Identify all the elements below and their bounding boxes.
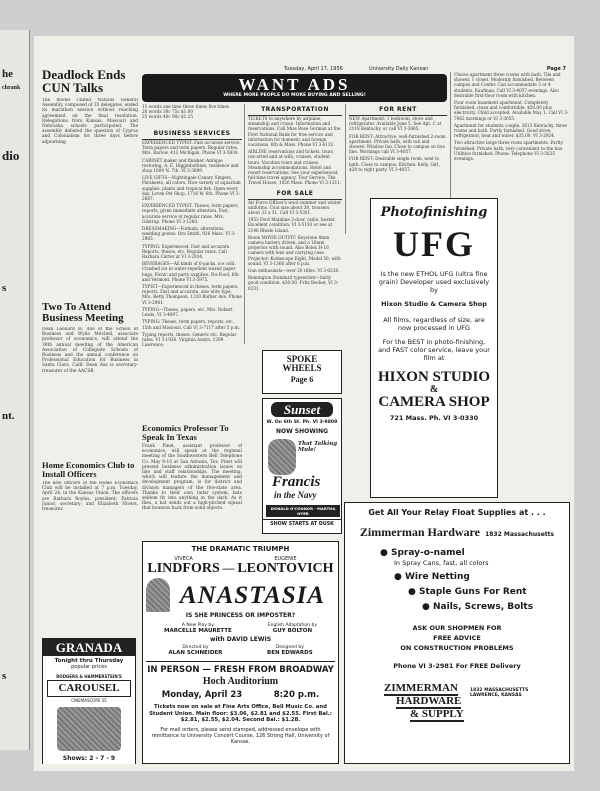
- advice-line-2: FREE ADVICE: [433, 634, 481, 642]
- story-home-economics: The new officers of the Home Economics Club will be installed at 7 p.m. Tuesday, April 24, in the Kansas Union. The officers are Barbara Boyles, president; Patricia Junior, secretary; and Elizabeth Nivers, treasurer.: [42, 481, 138, 513]
- carousel-illustration: [57, 707, 121, 751]
- zimmerman-address: 1832 Massachusetts: [485, 531, 555, 538]
- rate-cell: 30c: [162, 109, 171, 115]
- advice-line-3: ON CONSTRUCTION PROBLEMS: [400, 644, 514, 652]
- mule-illustration: [268, 439, 296, 475]
- anastasia-stars: [146, 556, 335, 576]
- crown-illustration: [146, 578, 170, 612]
- business-services-column: [142, 128, 242, 418]
- sunset-start-time: SHOW STARTS AT DUSK: [263, 519, 341, 527]
- stars-separator: —: [222, 561, 235, 575]
- logo-line-1: ZIMMERMAN: [384, 682, 458, 694]
- prev-fragment: s: [2, 670, 7, 682]
- classified-ad: EXPERIENCED TYPIST. Fast accurate service. Term papers and term papers. Regular rates. Mrs. Barlow, 413 Michigan. Phone VI 3-5834.: [142, 140, 241, 156]
- performance-time: 8:20 p.m.: [273, 690, 320, 700]
- francis-poster: [266, 437, 338, 517]
- hixon-ampersand: &: [429, 384, 439, 395]
- ticket-info: Tickets now on sale at Fine Arts Office, Bell Music Co. and Student Union. Main floor: $3.06, $2.81 and $2.55. First Bal.: $2.81, $2.55, $2.04. Second Bal.: $1.28.: [149, 704, 332, 723]
- granada-dates: Tonight thru Thursday: [54, 658, 124, 664]
- zimmerman-logo: [350, 682, 564, 726]
- story-business-meeting: Dean Leonard H. Axe of the School of Business and Wylie Mitchell, associate professor of economics, will attend the 38th annual meeting of the American Association of Collegiate Schools of Business and the annual conference on Professional Education for Business in Santa Clara, Calif. Dean Axe is secretary-treasurer of the AACSB.: [42, 327, 138, 374]
- rate-cell: 15 words: [142, 104, 162, 109]
- classified-ad: Gun enthusiasts—over 20 rifles. VI 3-0238.: [248, 268, 340, 274]
- zimmerman-hardware-ad: [344, 502, 570, 764]
- granada-prices: popular prices: [71, 664, 107, 670]
- francis-tagline: That Talking Mule!: [298, 441, 338, 453]
- zimmerman-item: ● Spray-o-namel: [380, 548, 465, 558]
- classified-ad: CABINET maker and finisher. Antique restoring. A. E. Higginbotham, residence and shop 1009 N. 7th. VI 3-3089.: [142, 157, 239, 174]
- credit-with: with: [209, 636, 225, 643]
- section-title-transportation: TRANSPORTATION: [248, 104, 342, 116]
- credits-row-1: [146, 623, 335, 634]
- newspaper-page: [34, 36, 574, 771]
- classified-ad: Four room basement apartment. Completely furnished, clean and comfortable. $50.00 plus electricity. Child accepted. Available May 1. Call VI 3-7062 mornings or VI 3-3055.: [454, 100, 569, 121]
- want-ads-banner: [142, 74, 447, 102]
- anastasia-title: ANASTASIA: [179, 581, 326, 609]
- classified-ad: Remington Standard typewriter—fairly good condition. $30.00. Fritz Becker, VI 3-0231.: [248, 275, 339, 291]
- classified-ad: TYPING: Theses, term papers, reports, etc. 15th and Missouri. Call VI 3-7117 after 5 p.m.: [142, 319, 241, 330]
- ufg-photofinishing-ad: [370, 198, 498, 498]
- credit-designer: BEN EDWARDS: [267, 650, 313, 656]
- want-ads-title: WANT ADS: [238, 75, 351, 94]
- classified-ad: Typing reports, theses. Generic etc. Regular rates. VI 3-1926. Virginia Ansyn, 1309 Lawrence.: [142, 331, 237, 348]
- credit-label: Designed by: [275, 645, 304, 650]
- granada-ad: [42, 638, 136, 764]
- logo-line-3: & SUPPLY: [410, 708, 464, 720]
- want-ads-tagline: WHERE MORE PEOPLE DO MORE BUYING AND SELLING!: [223, 93, 366, 98]
- transportation-column: [244, 104, 342, 344]
- header-page: Page 7: [546, 66, 566, 72]
- headline-deadlock: Deadlock Ends CUN Talks: [42, 67, 126, 95]
- francis-stars: DONALD O'CONNOR · MARTHA HYER: [266, 505, 340, 517]
- credit-adapter: GUY BOLTON: [272, 628, 313, 634]
- prev-fragment: dio: [2, 148, 20, 163]
- logo-line-2: HARDWARE: [396, 695, 462, 707]
- sunset-theater-ad: [262, 398, 342, 534]
- zimmerman-top-line: Get All Your Relay Float Supplies at . . .: [368, 508, 546, 517]
- ufg-big-title: UFG: [393, 224, 475, 264]
- classified-ad: NEW Apartment: 1 bedroom, stove and refrigerator. Available June 5. See Apt. C at 2118 Kentucky, or call VI 3-3865.: [349, 116, 442, 132]
- anastasia-subtitle: IS SHE PRINCESS OR IMPOSTER?: [185, 612, 296, 619]
- granada-format: CINEMASCOPE 55: [71, 698, 107, 703]
- classified-ad: EXPERIENCED TYPIST. Theses, term papers, reports, given immediate attention. Fast, accurate service at regular rates. Mrs. Gilstrap. Phone VI 3-1260.: [142, 203, 239, 224]
- item-label: Wire Netting: [405, 572, 470, 582]
- hixon-name-1: HIXON STUDIO: [377, 369, 491, 385]
- star1-last: LINDFORS: [147, 561, 220, 576]
- credit-director: ALAN SCHNEIDER: [168, 650, 223, 656]
- ufg-paragraph-2: Hixon Studio & Camera Shop: [381, 300, 487, 308]
- ufg-paragraph-3: All films, regardless of size, are now processed in UFG: [383, 316, 485, 332]
- classified-ad: Choice apartment three rooms with bath. Tile and shower, 1 closet. Modernly furnished. Between campus and Confer. Can accommodate 3 or 4 students. Kaufman, Call VI 3-4057 evenings. Also desirable first-floor room with kitchen.: [454, 72, 561, 98]
- star2-first: EUGENIE: [274, 556, 297, 562]
- ufg-paragraph-1: Is the new ETHOL UFG (ultra fine grain) Developer used exclusively by: [378, 270, 490, 294]
- item-label: Nails, Screws, Bolts: [433, 602, 534, 612]
- zimmerman-item-detail: In Spray Cans, fast, all colors: [394, 559, 489, 567]
- classified-ad: Apartment for students couple, 2613 Kentucky, three rooms and bath. Partly furnished. Good stove, refrigerator, heat and water. $35.00. VI 3-2924.: [454, 122, 567, 139]
- credit-label: English Adaptation by: [267, 623, 318, 628]
- headline-home-economics: Home Economics Club to Install Officers: [42, 460, 135, 479]
- story-deadlock: The model United Nations General Assembly, composed of 35 delegates, ended its marathon session without reaching agreement on the final resolution. Delegations from Kansas, Missouri and Nebraska schools participated. The assembly debated the question of Cyprus and Colonialism for three days before adjourning.: [42, 98, 138, 145]
- credit-label: A New Play by: [181, 623, 214, 628]
- rate-cell: $1.25: [181, 114, 194, 120]
- zimmerman-item: ● Staple Guns For Rent: [408, 587, 527, 597]
- credit-label: Directed by: [182, 645, 209, 650]
- performance-date: Monday, April 23: [161, 690, 243, 700]
- credit-author: MARCELLE MAURETTE: [163, 628, 232, 634]
- delivery-phone: Phone VI 3-2981 For FREE Delivery: [393, 662, 521, 670]
- date-time-row: [146, 690, 335, 700]
- classified-ad: Air Force Officer's wool summer and winter uniforms. Coat size about 38, trousers about 32 x 31. Call VI 3-5301.: [248, 199, 342, 216]
- anastasia-title-row: [146, 578, 335, 612]
- prev-fragment: s: [2, 282, 7, 294]
- rate-cell: 90c: [171, 114, 180, 120]
- venue: Hoch Auditorium: [202, 676, 279, 687]
- advice-line-1: ASK OUR SHOPMEN FOR: [412, 624, 502, 632]
- economics-story: [142, 424, 242, 536]
- rate-cell: three times: [182, 104, 208, 109]
- classified-ad: LIVE GIFTS—Nightingale Canary Singers, Parakeets, all colors. Nice variety of aquarium supplies, plants and tropical fish. Open every day. Loven Pet Shop, 1716 W. 6th. Phone VI 3-2887.: [142, 175, 241, 202]
- headline-economics: Economics Professor To Speak In Texas: [142, 424, 229, 442]
- rate-cell: 75c: [171, 109, 180, 115]
- classified-ad: FOR RENT: Attractive, well-furnished 2-room apartment. Private bath, with tub and shower. Window fan. Close to campus on bus line. Mornings call VI 3-4057.: [349, 133, 446, 155]
- rate-cell: five times: [208, 104, 230, 109]
- rate-table: [142, 104, 242, 126]
- francis-subtitle: in the Navy: [274, 490, 317, 500]
- rate-cell: 20 words: [142, 109, 162, 115]
- hixon-name-2: CAMERA SHOP: [378, 394, 490, 410]
- classified-ad: TYPIST—Experienced in theses, term papers, reports. Fast and accurate, also elite type. Mrs. Betty Thompson, 1310 Barker Ave. Phone VI 3-2981.: [142, 284, 242, 305]
- classified-ad: AIRLINE reservations and tickets, tours (escorted and at-will), cruises, student tours. Vacation tours and cruises. Steamship accommodations. Hotel and resort reservations. See your experienced, full-time travel agency. Tour Service, The Travel House, 1026 Mass. Phone VI 3-1211.: [248, 149, 342, 186]
- item-label: Spray-o-namel: [391, 548, 465, 558]
- prev-fragment: nt.: [2, 410, 15, 422]
- spoke-wheels-box: [262, 350, 342, 394]
- granada-theater-name: GRANADA: [43, 639, 135, 656]
- header-paper: University Daily Kansan: [369, 66, 429, 72]
- story-economics: Frank Pinet, assistant professor of economics, will speak at the regional meeting of the Southwestern Bell Telephone Co. May 9-10 at San Antonio, Tex. Pinet will present business administration issues on line and staff relationships. The meeting, which will feature the management and development program, is for district and division managers of the five-state area. Thanks to their own radar system, bats seldom fly into anything in the dark. As it flies, a bat sends out a high-pitched squeal that bounces back from solid objects.: [142, 444, 242, 512]
- granada-presenter: RODGERS & HAMMERSTEIN'S: [56, 674, 122, 679]
- header-date: Tuesday, April 17, 1956: [284, 66, 343, 72]
- prev-fragment: chrank: [2, 85, 21, 91]
- classified-ad: Room MOVIE OUTFIT: Keystone 8mm camera battery driven, and a 16mm projector with sound. Also Bolex H-16 camera with lens and carrying case. Projector: Kodascope Eight, Model 50, with sound. VI 3-1366 after 6 p.m.: [248, 234, 341, 266]
- classified-ad: TYPING: Experienced. Fast and accurate. Reports, theses, etc. Regular rates. Call Barbara Carter at VI 3-2924.: [142, 243, 231, 260]
- francis-title: Francis: [272, 474, 321, 490]
- rate-cell: $1.00: [181, 109, 194, 115]
- sunset-address: W. On 6th St. Ph. VI 3-9809: [266, 420, 338, 425]
- item-label: Staple Guns For Rent: [419, 587, 527, 597]
- credits-row-2: [146, 645, 335, 656]
- mail-order-info: For mail orders, please send stamped, addressed envelope with remittance to University Concert Course, 126 Strong Hall, University of Kansas.: [151, 726, 330, 745]
- zimmerman-name: Zimmerman Hardware: [359, 525, 480, 539]
- logo-address: 1832 MASSACHUSETTS LAWRENCE, KANSAS: [470, 688, 529, 698]
- previous-page-edge: [0, 30, 30, 750]
- star1-first: VIVECA: [174, 556, 193, 562]
- zimmerman-item: ● Wire Netting: [394, 572, 470, 582]
- section-title-for-rent: FOR RENT: [349, 104, 447, 116]
- in-person-line: IN PERSON — FRESH FROM BROADWAY: [146, 661, 335, 675]
- star2-last: LEONTOVICH: [237, 561, 334, 576]
- rate-cell: 40c: [162, 114, 171, 120]
- rate-cell: 25 words: [142, 114, 162, 120]
- classified-ad: DRESSMAKING—Formals, alterations, wedding gowns. Ora Smith, 926 Mass. VI 3-2965.: [142, 226, 236, 242]
- classified-ad: BEVERAGES—All kinds of 6-packs, ice cold. Crushed ice in water-repellent waxed paper bags. Picnic and party supplies. Nu-Food, 6th and Vermont. Phone VI 3-5975.: [142, 261, 239, 282]
- hixon-address: 721 Mass. Ph. VI 3-0330: [389, 414, 479, 422]
- sunset-name: Sunset: [271, 402, 333, 417]
- granada-movie-title: CAROUSEL: [47, 680, 131, 697]
- credit-costar: DAVID LEWIS: [226, 636, 272, 643]
- granada-showtimes: Shows: 2 - 7 - 9: [62, 755, 116, 762]
- zimmerman-item: ● Nails, Screws, Bolts: [422, 602, 534, 612]
- anastasia-play-ad: [142, 541, 339, 764]
- headline-business-meeting: Two To Attend Business Meeting: [42, 301, 124, 324]
- classified-ad: Two attractive large three room apartments. Partly furnished. Private bath, very convenient to the bus. Utilities furnished. Phone: Telephone VI 3-5625 evenings.: [454, 140, 564, 162]
- spoke-line1: SPOKE: [286, 354, 318, 364]
- prev-fragment: he: [2, 68, 13, 80]
- rate-cell: one time: [162, 104, 182, 109]
- ufg-script-title: Photofinishing: [380, 205, 488, 220]
- sunset-now-showing: NOW SHOWING: [275, 428, 329, 435]
- classified-ad: TICKETS to anywhere by airplane, steamship and cruise. Information and reservations. Call Miss Rose Gorman at the First National Bank for free service and information for domestic and foreign vacations. 6th & Mass. Phone VI 3-6132.: [248, 116, 341, 148]
- classified-ad: TYPING—Theses, papers, etc. Mrs. Robert Lewis, VI 3-4097.: [142, 306, 233, 318]
- ufg-paragraph-4: For the BEST in photo-finishing, and FAST color service, leave your film at: [378, 338, 490, 362]
- left-news-column: [42, 64, 138, 764]
- section-title-business: BUSINESS SERVICES: [142, 128, 242, 140]
- classified-ad: FOR RENT: Desirable single room, next to bath. Close to campus. Kitchen. Kelly. Girl, $28 to right party. VI 3-4057.: [349, 156, 440, 172]
- classified-ad: 1953 Ford Mainline 2-door, radio, heater. Excellent condition. VI 3-5193 or see at 2146 Rhode Island.: [248, 217, 336, 233]
- spoke-page-ref: Page 6: [290, 375, 314, 384]
- anastasia-top-line: THE DRAMATIC TRIUMPH: [191, 545, 290, 553]
- spoke-line2: WHEELS: [282, 363, 322, 373]
- section-title-for-sale: FOR SALE: [248, 188, 342, 200]
